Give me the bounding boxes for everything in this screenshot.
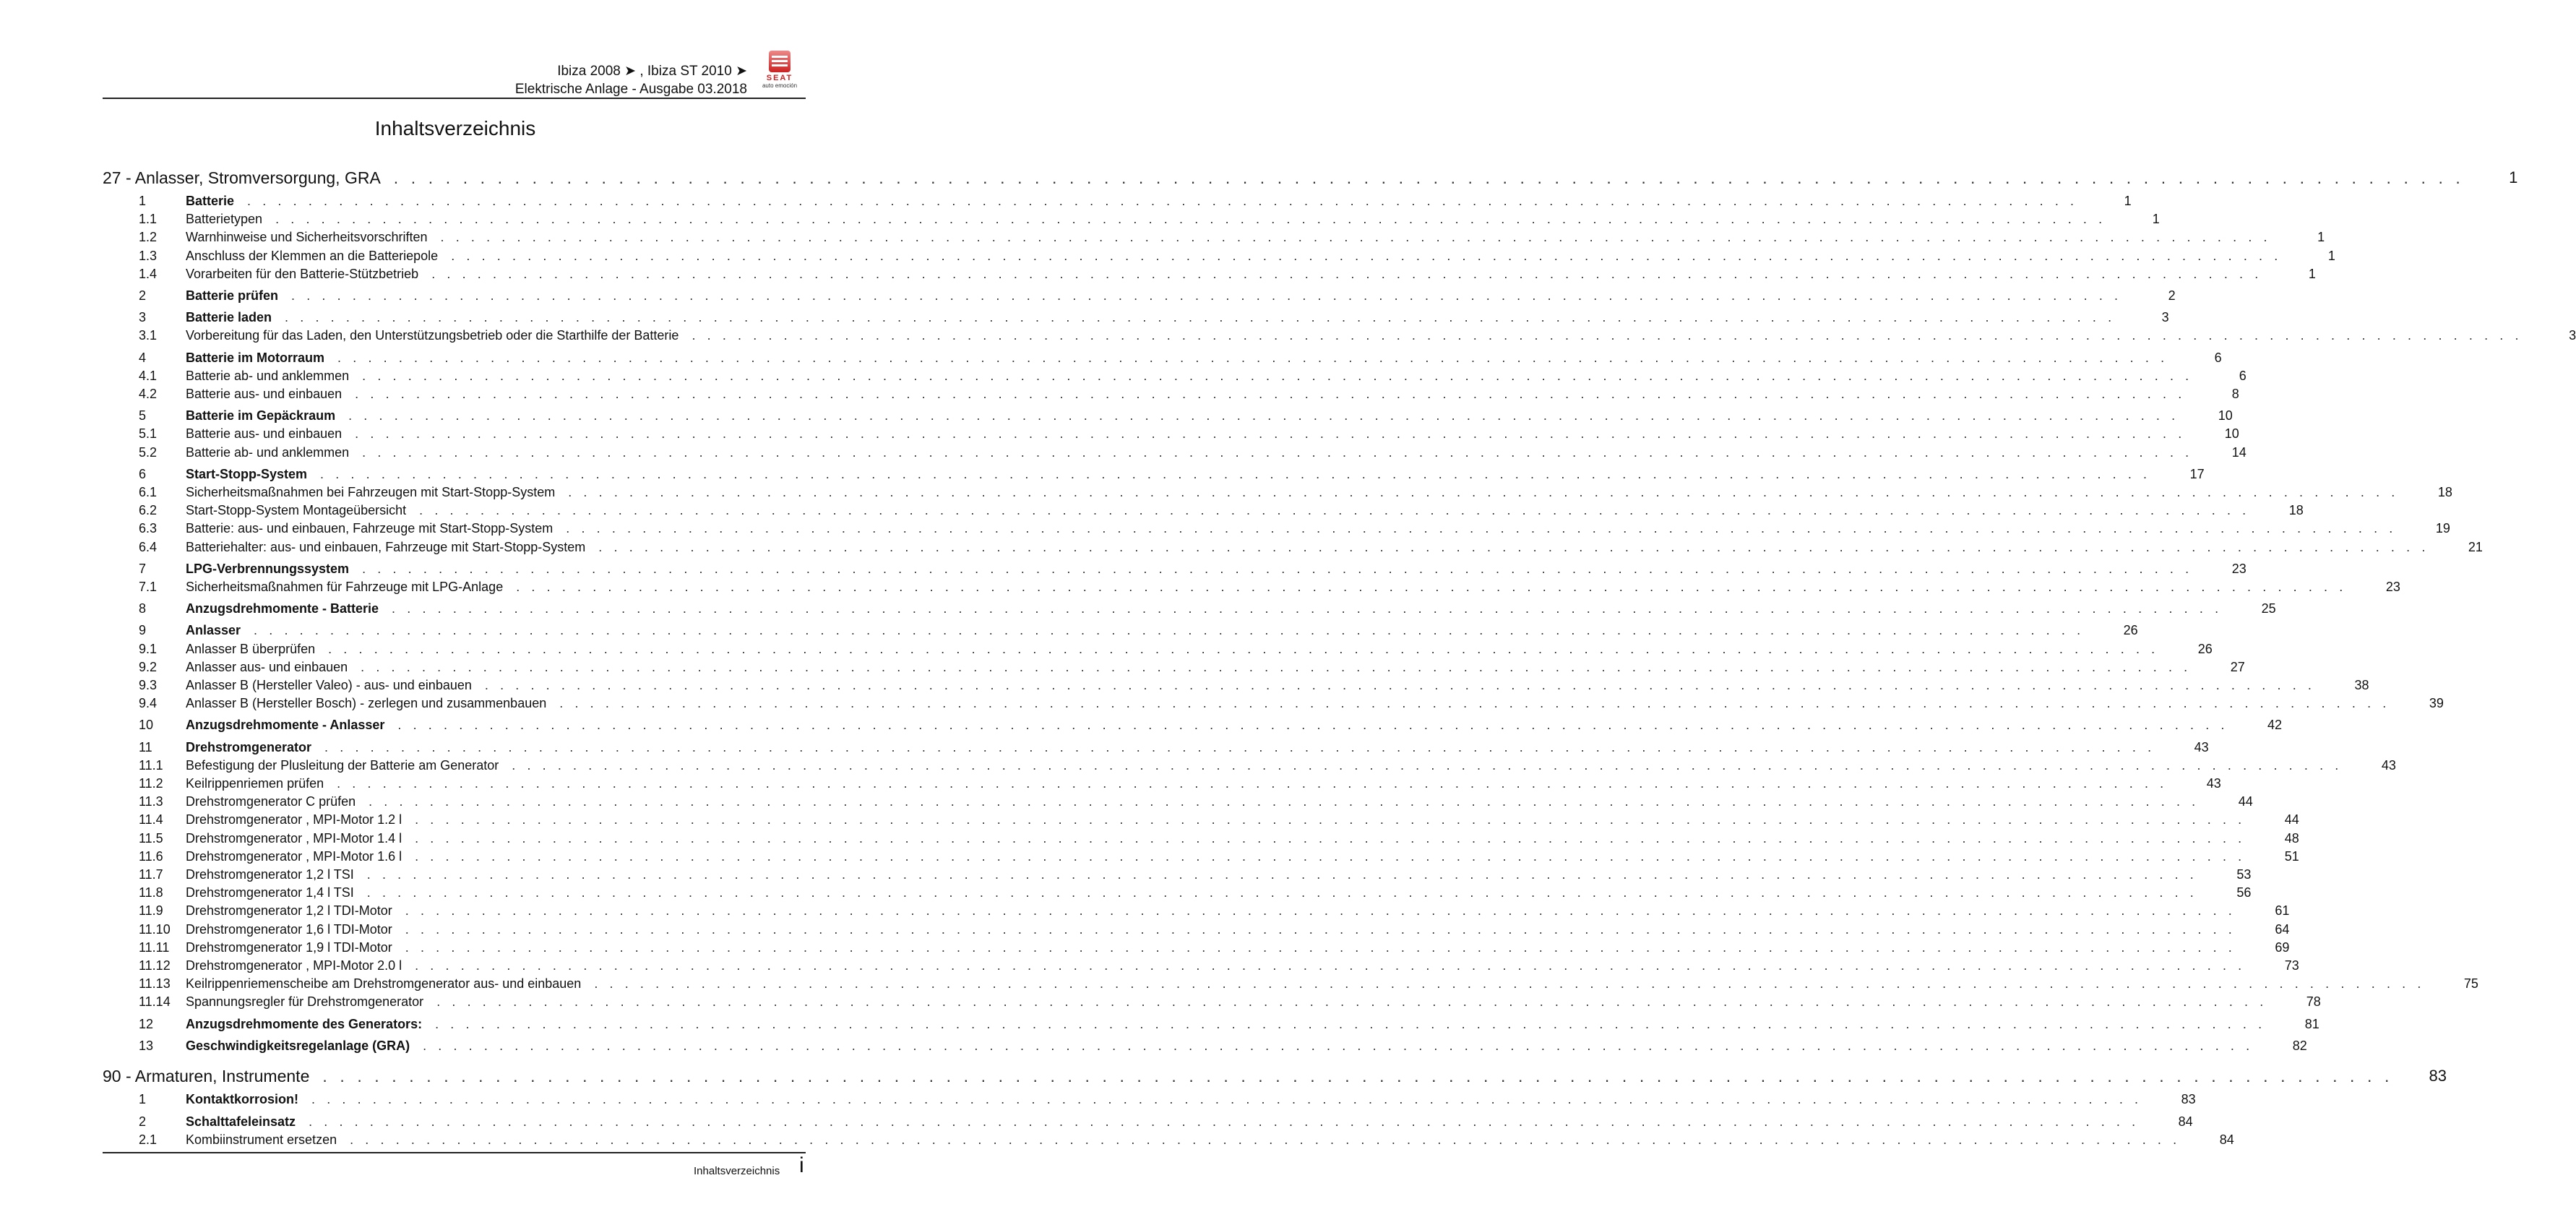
toc-entry-title: Drehstromgenerator 1,4 l TSI bbox=[186, 885, 354, 900]
toc-entry-page: 23 bbox=[2385, 580, 2400, 594]
header-divider bbox=[103, 98, 806, 99]
toc-entry-title: Start-Stopp-System bbox=[186, 466, 308, 481]
toc-entry-title: Drehstromgenerator , MPI-Motor 1.2 l bbox=[186, 812, 402, 827]
toc-leader-dots: . . . . . . . . . . . . . . . . . . . . . . . . . . . . . . . . . . . . . . . . . . . . . . . . . . . . . . . . . . . . . . . . . . . . . . . . . . . . . . . . . . . . . . . . . . . . . . . . . . . . . . . . . . . . . . . . . . . . . . . . bbox=[362, 368, 2193, 383]
toc-entry-title: Batterie laden bbox=[186, 310, 272, 325]
toc-entry-page: 61 bbox=[2275, 903, 2290, 919]
toc-entry-page: 10 bbox=[2218, 408, 2233, 423]
toc-entry-number: 11.10 bbox=[139, 921, 171, 937]
toc-entry-page: 39 bbox=[2429, 696, 2444, 711]
footer-page-number: i bbox=[799, 1153, 804, 1177]
toc-entry-page: 27 bbox=[2230, 659, 2245, 674]
toc-entry-number: 1 bbox=[139, 1092, 147, 1107]
toc-entry[interactable] bbox=[103, 538, 2483, 556]
toc-entry-number: 1.1 bbox=[139, 212, 158, 227]
toc-entry[interactable] bbox=[103, 938, 2290, 957]
toc-entry-title: Batterie bbox=[186, 194, 235, 208]
toc-leader-dots: . . . . . . . . . . . . . . . . . . . . . . . . . . . . . . . . . . . . . . . . . . . . . . . . . . . . . . . . . . . . . . . . . . . . . . . . . . . . . . . . . . . . . . . . . . . . . . . . . . . . . . . . . . . . . . . . . . . . . . . . bbox=[405, 903, 2236, 919]
toc-leader-dots: . . . . . . . . . . . . . . . . . . . . . . . . . . . . . . . . . . . . . . . . . . . . . . . . . . . . . . . . . . . . . . . . . . . . . . . . . . . . . . . . . . . . . . . . . . . . . . . . . . . . . . . . . . . . . . . . . . . . . . . . bbox=[516, 580, 2347, 594]
toc-entry-title: Batterie im Gepäckraum bbox=[186, 408, 336, 423]
toc-leader-dots: . . . . . . . . . . . . . . . . . . . . . . . . . . . . . . . . . . . . . . . . . . . . . . . . . . . . . . . . . . . . . . . . . . . . . . . . . . . . . . . . . . . . . . . . . . . . . . . . . . . . . . . . . . . . . . . . . . . . . . . . bbox=[598, 539, 2429, 554]
toc-entry-number: 5 bbox=[139, 408, 147, 423]
toc-entry-page: 1 bbox=[2152, 212, 2160, 227]
toc-entry[interactable] bbox=[103, 920, 2290, 939]
toc-entry-number: 3 bbox=[139, 310, 147, 325]
toc-entry[interactable] bbox=[103, 407, 2233, 426]
toc-entry-page: 1 bbox=[2509, 168, 2518, 186]
toc-entry-page: 6 bbox=[2214, 350, 2222, 365]
toc-leader-dots: . . . . . . . . . . . . . . . . . . . . . . . . . . . . . . . . . . . . . . . . . . . . . . . . . . . . . . . . . . . . . . . . . . . . . . . . . . . . . . . . . . . . . . . . . . . . . . . . . . . . . . . . . . . . . . . . . . . . . . . . bbox=[355, 426, 2186, 442]
toc-entry-title: Anschluss der Klemmen an die Batteriepole bbox=[186, 248, 439, 263]
toc-entry[interactable] bbox=[103, 716, 2283, 735]
toc-entry-number: 11.7 bbox=[139, 867, 163, 882]
toc-entry-page: 3 bbox=[2161, 310, 2169, 325]
toc-entry-page: 6 bbox=[2239, 368, 2247, 383]
toc-entry-page: 38 bbox=[2354, 678, 2369, 692]
toc-leader-dots: . . . . . . . . . . . . . . . . . . . . . . . . . . . . . . . . . . . . . . . . . . . . . . . . . . . . . . . . . . . . . . . . . . . . . . . . . . . . . . . . . . . . . . . . . . . . . . . . . . . . . . . . . . . . . . . . . . . . . . . . bbox=[405, 921, 2236, 937]
toc-entry-number: 2.1 bbox=[139, 1132, 158, 1147]
toc-leader-dots: . . . . . . . . . . . . . . . . . . . . . . . . . . . . . . . . . . . . . . . . . . . . . . . . . . . . . . . . . . . . . . . . . . . . . . . . . . . . . . . . . . . . . . . . . . . . . . . . . . . . . . . . . . . . . . . . . . . . . . . . bbox=[435, 1016, 2266, 1031]
toc-leader-dots: . . . . . . . . . . . . . . . . . . . . . . . . . . . . . . . . . . . . . . . . . . . . . . . . . . . . . . . . . . . . . . . . . . . . . . . . . . . . . . . . . . . . . . . . . . . . . . . . . . . . . . . . . . . . . . . . . . . . . . . . bbox=[436, 994, 2267, 1010]
toc-entry[interactable] bbox=[103, 640, 2213, 658]
toc-entry[interactable] bbox=[103, 975, 2478, 994]
toc-entry-title: Anlasser B (Hersteller Valeo) - aus- und einbauen bbox=[186, 678, 472, 692]
toc-entry-title: Anlasser B (Hersteller Bosch) - zerlegen und zusammenbauen bbox=[186, 696, 547, 711]
toc-entry[interactable] bbox=[103, 658, 2245, 676]
toc-entry[interactable] bbox=[103, 694, 2444, 713]
toc-entry-title: Spannungsregler für Drehstromgenerator bbox=[186, 994, 424, 1010]
toc-entry-number: 9.2 bbox=[139, 659, 158, 674]
toc-entry-title: Drehstromgenerator 1,6 l TDI-Motor bbox=[186, 921, 392, 937]
toc-entry-title: Batterie im Motorraum bbox=[186, 350, 325, 365]
toc-entry-number: 11.13 bbox=[139, 976, 171, 992]
toc-entry-page: 81 bbox=[2304, 1016, 2319, 1031]
toc-entry-page: 69 bbox=[2275, 939, 2290, 955]
toc-entry-number: 1.4 bbox=[139, 266, 158, 281]
toc-entry-number: 11.1 bbox=[139, 757, 163, 773]
toc-entry-number: 5.1 bbox=[139, 426, 158, 442]
toc-entry-number: 5.2 bbox=[139, 444, 158, 460]
toc-entry[interactable] bbox=[103, 829, 2299, 848]
toc-entry-page: 43 bbox=[2206, 776, 2221, 791]
toc-leader-dots: . . . . . . . . . . . . . . . . . . . . . . . . . . . . . . . . . . . . . . . . . . . . . . . . . . . . . . . . . . . . . . . . . . . . . . . . . . . . . . . . . . . . . . . . . . . . . . . . . . . . . . . . . . . . . . . . . . . . . . . . bbox=[431, 266, 2262, 281]
toc-entry[interactable] bbox=[103, 847, 2299, 866]
toc-leader-dots: . . . . . . . . . . . . . . . . . . . . . . . . . . . . . . . . . . . . . . . . . . . . . . . . . . . . . . . . . . . . . . . . . . . . . . . . . . . . . . . . . . . . . . . . . . . . . . . . . . . . . . . . . . . . . . . . . . . . . . . . bbox=[512, 757, 2343, 773]
toc-entry-title: Sicherheitsmaßnahmen bei Fahrzeugen mit Start-Stopp-System bbox=[186, 485, 556, 499]
toc-entry-number: 3.1 bbox=[139, 328, 158, 343]
toc-entry-page: 44 bbox=[2238, 794, 2253, 809]
toc-entry-page: 48 bbox=[2284, 830, 2299, 846]
toc-entry[interactable] bbox=[103, 502, 2304, 520]
toc-entry-page: 83 bbox=[2181, 1092, 2196, 1107]
toc-entry-page: 26 bbox=[2197, 641, 2213, 656]
toc-entry[interactable] bbox=[103, 884, 2252, 903]
toc-leader-dots: . . . . . . . . . . . . . . . . . . . . . . . . . . . . . . . . . . . . . . . . . . . . . . . . . . . . . . . . . . . . . . . . . . . . . . . . . . . . . . . . . . . . . . . . . . . . . . . . . . . . . . . . . . . . . . . . . . . . . . . . bbox=[484, 678, 2316, 692]
toc-entry[interactable] bbox=[103, 902, 2290, 921]
toc-entry-title: Schalttafeleinsatz bbox=[186, 1114, 296, 1129]
toc-entry[interactable] bbox=[103, 228, 2325, 247]
toc-leader-dots: . . . . . . . . . . . . . . . . . . . . . . . . . . . . . . . . . . . . . . . . . . . . . . . . . . . . . . . . . . . . . . . . . . . . . . . . . . . . . . . . . . . . . . . . . . . . . . . . . . . . . . . . . . . . . . . . . . . . . . . . bbox=[361, 659, 2192, 674]
toc-entry-page: 43 bbox=[2381, 757, 2396, 773]
toc-entry-number: 11.5 bbox=[139, 830, 163, 846]
toc-entry-number: 9 bbox=[139, 623, 147, 638]
toc-entry-title: 90 - Armaturen, Instrumente bbox=[103, 1066, 310, 1085]
toc-entry[interactable] bbox=[103, 246, 2335, 265]
toc-entry[interactable] bbox=[103, 1091, 2196, 1109]
toc-leader-dots: . . . . . . . . . . . . . . . . . . . . . . . . . . . . . . . . . . . . . . . . . . . . . . . . . . . . . . . . . . . . . . . . . . . . . . . . . . . . . . . . . . . . . . . . . . . . . . . . . . . . . . . . . . . . . . . . . . . . . . . . bbox=[362, 444, 2193, 460]
toc-entry-title: Sicherheitsmaßnahmen für Fahrzeuge mit LPG-Anlage bbox=[186, 580, 504, 594]
toc-entry-page: 17 bbox=[2189, 466, 2205, 481]
header-model: Ibiza 2008 ➤ , Ibiza ST 2010 ➤ bbox=[557, 64, 747, 79]
toc-entry-page: 83 bbox=[2429, 1067, 2447, 1085]
toc-leader-dots: . . . . . . . . . . . . . . . . . . . . . . . . . . . . . . . . . . . . . . . . . . . . . . . . . . . . . . . . . . . . . . . . . . . . . . . . . . . . . . . . . . . . . . . . . . . . . . . . . . . . . . . . . . . . . . . . . . . . . . . . bbox=[419, 503, 2250, 518]
toc-entry-page: 1 bbox=[2327, 248, 2335, 263]
toc-entry-number: 13 bbox=[139, 1038, 154, 1053]
toc-entry-number: 6.3 bbox=[139, 521, 158, 536]
toc-leader-dots: . . . . . . . . . . . . . . . . . . . . . . . . . . . . . . . . . . . . . . . . . . . . . . . . . . . . . . . . . . . . . . . . . . . . . . . . . . . . . . . . . . . . . . . . . . . . . . . . . . . . . . . . . . . . . . . . . . . . . . . . bbox=[405, 939, 2236, 955]
toc-entry-page: 10 bbox=[2224, 426, 2239, 442]
toc-entry-title: Anlasser bbox=[186, 623, 241, 638]
toc-leader-dots: . . . . . . . . . . . . . . . . . . . . . . . . . . . . . . . . . . . . . . . . . . . . . . . . . . . . . . . . . . . . . . . . . . . . . . . . . . . . . . . . . . . . . . . . . . . . . . . . . . . . . . . . . . . . . . . . . . . . . . . . bbox=[247, 194, 2078, 208]
toc-entry[interactable] bbox=[103, 775, 2221, 794]
toc-entry-page: 56 bbox=[2236, 885, 2252, 900]
toc-entry-title: Kombiinstrument ersetzen bbox=[186, 1132, 337, 1147]
toc-entry-number: 11 bbox=[139, 739, 152, 754]
toc-entry-title: Drehstromgenerator , MPI-Motor 1.4 l bbox=[186, 830, 402, 846]
toc-entry[interactable] bbox=[103, 192, 2132, 211]
toc-entry-page: 82 bbox=[2292, 1038, 2307, 1053]
toc-entry-number: 11.14 bbox=[139, 994, 171, 1010]
toc-entry-page: 2 bbox=[2168, 288, 2176, 303]
toc-leader-dots: . . . . . . . . . . . . . . . . . . . . . . . . . . . . . . . . . . . . . . . . . . . . . . . . . . . . . . . . . . . . . . . . . . . . . . . . . . . . . . . . . . . . . . . . . . . . . . . . . . . . . . . . . . . . . . . . . . . . . . . . bbox=[392, 601, 2223, 616]
toc-entry[interactable] bbox=[103, 385, 2239, 404]
toc-entry[interactable] bbox=[103, 578, 2400, 597]
toc-entry-number: 8 bbox=[139, 601, 147, 616]
logo-tagline: auto emoción bbox=[762, 82, 798, 89]
toc-leader-dots: . . . . . . . . . . . . . . . . . . . . . . . . . . . . . . . . . . . . . . . . . . . . . . . . . . . . . . . . . . . . . . . . . . . . . . . . . . . . . . . . . . . . . . . . . . . . . . . . . . . . . . . . . . . . . . . . . . . . . . . . bbox=[393, 168, 2465, 187]
page-title: Inhaltsverzeichnis bbox=[374, 117, 536, 139]
toc-entry[interactable] bbox=[103, 309, 2169, 327]
toc-entry[interactable] bbox=[103, 756, 2396, 775]
toc-entry-number: 6.2 bbox=[139, 503, 158, 518]
toc-entry-title: Drehstromgenerator , MPI-Motor 2.0 l bbox=[186, 958, 402, 973]
toc-leader-dots: . . . . . . . . . . . . . . . . . . . . . . . . . . . . . . . . . . . . . . . . . . . . . . . . . . . . . . . . . . . . . . . . . . . . . . . . . . . . . . . . . . . . . . . . . . . . . . . . . . . . . . . . . . . . . . . . . . . . . . . . bbox=[415, 812, 2246, 827]
toc-entry-number: 9.1 bbox=[139, 641, 158, 656]
toc-entry[interactable] bbox=[103, 520, 2450, 538]
toc-leader-dots: . . . . . . . . . . . . . . . . . . . . . . . . . . . . . . . . . . . . . . . . . . . . . . . . . . . . . . . . . . . . . . . . . . . . . . . . . . . . . . . . . . . . . . . . . . . . . . . . . . . . . . . . . . . . . . . . . . . . . . . . bbox=[291, 288, 2122, 303]
toc-entry-page: 3 bbox=[2569, 328, 2576, 343]
toc-entry-number: 11.4 bbox=[139, 812, 163, 827]
toc-entry-number: 11.12 bbox=[139, 958, 171, 973]
toc-entry[interactable] bbox=[103, 265, 2316, 283]
toc-entry-title: Befestigung der Plusleitung der Batterie am Generator bbox=[186, 757, 499, 773]
toc-entry-page: 23 bbox=[2231, 561, 2247, 576]
toc-entry-number: 2 bbox=[139, 1114, 147, 1129]
toc-leader-dots: . . . . . . . . . . . . . . . . . . . . . . . . . . . . . . . . . . . . . . . . . . . . . . . . . . . . . . . . . . . . . . . . . . . . . . . . . . . . . . . . . . . . . . . . . . . . . . . . . . . . . . . . . . . . . . . . . . . . . . . . bbox=[415, 830, 2246, 846]
toc-entry-title: Kontaktkorrosion! bbox=[186, 1092, 299, 1107]
toc-leader-dots: . . . . . . . . . . . . . . . . . . . . . . . . . . . . . . . . . . . . . . . . . . . . . . . . . . . . . . . . . . . . . . . . . . . . . . . . . . . . . . . . . . . . . . . . . . . . . . . . . . . . . . . . . . . . . . . . . . . . . . . . bbox=[350, 1132, 2181, 1147]
toc-entry[interactable] bbox=[103, 1036, 2307, 1055]
toc-entry-title: Drehstromgenerator 1,2 l TDI-Motor bbox=[186, 903, 392, 919]
toc-entry[interactable] bbox=[103, 993, 2321, 1012]
toc-entry-title: Anlasser aus- und einbauen bbox=[186, 659, 348, 674]
toc-entry-title: Anzugsdrehmomente des Generators: bbox=[186, 1016, 423, 1031]
toc-entry-title: Warnhinweise und Sicherheitsvorschriften bbox=[186, 230, 428, 245]
toc-entry-title: Batterie ab- und anklemmen bbox=[186, 444, 350, 460]
toc-entry-number: 4.2 bbox=[139, 387, 158, 401]
toc-entry-page: 84 bbox=[2178, 1114, 2193, 1129]
toc-entry-number: 2 bbox=[139, 288, 147, 303]
toc-entry-page: 25 bbox=[2261, 601, 2276, 616]
toc-entry-page: 19 bbox=[2435, 521, 2450, 536]
toc-entry-title: Batterie aus- und einbauen bbox=[186, 426, 343, 442]
toc-leader-dots: . . . . . . . . . . . . . . . . . . . . . . . . . . . . . . . . . . . . . . . . . . . . . . . . . . . . . . . . . . . . . . . . . . . . . . . . . . . . . . . . . . . . . . . . . . . . . . . . . . . . . . . . . . . . . . . . . . . . . . . . bbox=[366, 885, 2198, 900]
toc-entry-page: 18 bbox=[2437, 485, 2452, 499]
toc-entry-number: 11.8 bbox=[139, 885, 163, 900]
toc-entry[interactable] bbox=[103, 676, 2369, 695]
toc-entry-page: 1 bbox=[2308, 266, 2316, 281]
toc-leader-dots: . . . . . . . . . . . . . . . . . . . . . . . . . . . . . . . . . . . . . . . . . . . . . . . . . . . . . . . . . . . . . . . . . . . . . . . . . . . . . . . . . . . . . . . . . . . . . . . . . . . . . . . . . . . . . . . . . . . . . . . . bbox=[324, 739, 2155, 754]
toc-entry-page: 75 bbox=[2463, 976, 2478, 992]
footer-label: Inhaltsverzeichnis bbox=[694, 1165, 780, 1177]
toc-entry-title: Anlasser B überprüfen bbox=[186, 641, 316, 656]
toc-entry-number: 7.1 bbox=[139, 580, 158, 594]
toc-leader-dots: . . . . . . . . . . . . . . . . . . . . . . . . . . . . . . . . . . . . . . . . . . . . . . . . . . . . . . . . . . . . . . . . . . . . . . . . . . . . . . . . . . . . . . . . . . . . . . . . . . . . . . . . . . . . . . . . . . . . . . . . bbox=[594, 976, 2425, 992]
toc-leader-dots: . . . . . . . . . . . . . . . . . . . . . . . . . . . . . . . . . . . . . . . . . . . . . . . . . . . . . . . . . . . . . . . . . . . . . . . . . . . . . . . . . . . . . . . . . . . . . . . . . . . . . . . . . . . . . . . . . . . . . . . . bbox=[362, 561, 2193, 576]
toc-entry-title: Batterie aus- und einbauen bbox=[186, 387, 343, 401]
toc-entry-number: 4.1 bbox=[139, 368, 158, 383]
toc-leader-dots: . . . . . . . . . . . . . . . . . . . . . . . . . . . . . . . . . . . . . . . . . . . . . . . . . . . . . . . . . . . . . . . . . . . . . . . . . . . . . . . . . . . . . . . . . . . . . . . . . . . . . . . . . . . . . . . . . . . . . . . . bbox=[451, 248, 2282, 263]
toc-leader-dots: . . . . . . . . . . . . . . . . . . . . . . . . . . . . . . . . . . . . . . . . . . . . . . . . . . . . . . . . . . . . . . . . . . . . . . . . . . . . . . . . . . . . . . . . . . . . . . . . . . . . . . . . . . . . . . . . . . . . . . . . bbox=[423, 1038, 2254, 1053]
toc-leader-dots: . . . . . . . . . . . . . . . . . . . . . . . . . . . . . . . . . . . . . . . . . . . . . . . . . . . . . . . . . . . . . . . . . . . . . . . . . . . . . . . . . . . . . . . . . . . . . . . . . . . . . . . . . . . . . . . . . . . . . . . . bbox=[366, 867, 2198, 882]
toc-entry-page: 53 bbox=[2236, 867, 2252, 882]
toc-entry-number: 6.4 bbox=[139, 539, 158, 554]
toc-entry-page: 1 bbox=[2124, 194, 2132, 208]
toc-entry-title: Drehstromgenerator , MPI-Motor 1.6 l bbox=[186, 848, 402, 864]
toc-entry-title: Drehstromgenerator bbox=[186, 739, 312, 754]
toc-entry-page: 42 bbox=[2267, 718, 2283, 733]
toc-entry-number: 6 bbox=[139, 466, 147, 481]
toc-entry[interactable] bbox=[103, 957, 2299, 976]
header-edition: Elektrische Anlage - Ausgabe 03.2018 bbox=[514, 82, 747, 97]
toc-entry[interactable] bbox=[103, 866, 2252, 885]
toc-entry-number: 4 bbox=[139, 350, 147, 365]
toc-entry-title: Drehstromgenerator C prüfen bbox=[186, 794, 356, 809]
toc-entry[interactable] bbox=[103, 210, 2160, 229]
toc-leader-dots: . . . . . . . . . . . . . . . . . . . . . . . . . . . . . . . . . . . . . . . . . . . . . . . . . . . . . . . . . . . . . . . . . . . . . . . . . . . . . . . . . . . . . . . . . . . . . . . . . . . . . . . . . . . . . . . . . . . . . . . . bbox=[337, 350, 2168, 365]
toc-entry[interactable] bbox=[103, 622, 2138, 640]
toc-leader-dots: . . . . . . . . . . . . . . . . . . . . . . . . . . . . . . . . . . . . . . . . . . . . . . . . . . . . . . . . . . . . . . . . . . . . . . . . . . . . . . . . . . . . . . . . . . . . . . . . . . . . . . . . . . . . . . . . . . . . . . . . bbox=[397, 718, 2229, 733]
toc-entry-page: 73 bbox=[2284, 958, 2299, 973]
toc-entry-number: 9.4 bbox=[139, 696, 158, 711]
toc-entry[interactable] bbox=[103, 600, 2276, 619]
toc-leader-dots: . . . . . . . . . . . . . . . . . . . . . . . . . . . . . . . . . . . . . . . . . . . . . . . . . . . . . . . . . . . . . . . . . . . . . . . . . . . . . . . . . . . . . . . . . . . . . . . . . . . . . . . . . . . . . . . . . . . . . . . . bbox=[692, 328, 2523, 343]
toc-entry-page: 44 bbox=[2284, 812, 2299, 827]
toc-entry[interactable] bbox=[103, 1015, 2319, 1033]
toc-entry-number: 11.6 bbox=[139, 848, 163, 864]
toc-entry-page: 1 bbox=[2317, 230, 2325, 245]
toc-leader-dots: . . . . . . . . . . . . . . . . . . . . . . . . . . . . . . . . . . . . . . . . . . . . . . . . . . . . . . . . . . . . . . . . . . . . . . . . . . . . . . . . . . . . . . . . . . . . . . . . . . . . . . . . . . . . . . . . . . . . . . . . bbox=[309, 1114, 2140, 1129]
seat-logo-icon bbox=[769, 51, 791, 72]
toc-leader-dots: . . . . . . . . . . . . . . . . . . . . . . . . . . . . . . . . . . . . . . . . . . . . . . . . . . . . . . . . . . . . . . . . . . . . . . . . . . . . . . . . . . . . . . . . . . . . . . . . . . . . . . . . . . . . . . . . . . . . . . . . bbox=[337, 776, 2168, 791]
toc-entry-title: LPG-Verbrennungssystem bbox=[186, 561, 350, 576]
toc-entry-number: 1 bbox=[139, 194, 147, 208]
toc-entry-title: Batterie prüfen bbox=[186, 288, 279, 303]
toc-leader-dots: . . . . . . . . . . . . . . . . . . . . . . . . . . . . . . . . . . . . . . . . . . . . . . . . . . . . . . . . . . . . . . . . . . . . . . . . . . . . . . . . . . . . . . . . . . . . . . . . . . . . . . . . . . . . . . . . . . . . . . . . bbox=[369, 794, 2200, 809]
footer-divider bbox=[103, 1152, 806, 1153]
toc-leader-dots: . . . . . . . . . . . . . . . . . . . . . . . . . . . . . . . . . . . . . . . . . . . . . . . . . . . . . . . . . . . . . . . . . . . . . . . . . . . . . . . . . . . . . . . . . . . . . . . . . . . . . . . . . . . . . . . . . . . . . . . . bbox=[355, 387, 2186, 401]
toc-entry[interactable] bbox=[103, 559, 2247, 578]
toc-entry-title: Anzugsdrehmomente - Batterie bbox=[186, 601, 379, 616]
toc-entry-page: 43 bbox=[2194, 739, 2209, 754]
toc-entry-title: Keilrippenriemenscheibe am Drehstromgenerator aus- und einbauen bbox=[186, 976, 582, 992]
toc-entry-title: Batterie ab- und anklemmen bbox=[186, 368, 350, 383]
toc-leader-dots: . . . . . . . . . . . . . . . . . . . . . . . . . . . . . . . . . . . . . . . . . . . . . . . . . . . . . . . . . . . . . . . . . . . . . . . . . . . . . . . . . . . . . . . . . . . . . . . . . . . . . . . . . . . . . . . . . . . . . . . . bbox=[568, 485, 2399, 499]
toc-entry-title: 27 - Anlasser, Stromversorgung, GRA bbox=[103, 168, 381, 187]
toc-leader-dots: . . . . . . . . . . . . . . . . . . . . . . . . . . . . . . . . . . . . . . . . . . . . . . . . . . . . . . . . . . . . . . . . . . . . . . . . . . . . . . . . . . . . . . . . . . . . . . . . . . . . . . . . . . . . . . . . . . . . . . . . bbox=[285, 310, 2116, 325]
toc-entry-number: 1.3 bbox=[139, 248, 158, 263]
toc-entry-page: 8 bbox=[2231, 387, 2239, 401]
toc-entry-page: 18 bbox=[2288, 503, 2304, 518]
seat-logo bbox=[754, 51, 806, 89]
toc-leader-dots: . . . . . . . . . . . . . . . . . . . . . . . . . . . . . . . . . . . . . . . . . . . . . . . . . . . . . . . . . . . . . . . . . . . . . . . . . . . . . . . . . . . . . . . . . . . . . . . . . . . . . . . . . . . . . . . . . . . . . . . . bbox=[254, 623, 2085, 638]
toc-leader-dots: . . . . . . . . . . . . . . . . . . . . . . . . . . . . . . . . . . . . . . . . . . . . . . . . . . . . . . . . . . . . . . . . . . . . . . . . . . . . . . . . . . . . . . . . . . . . . . . . . . . . . . . . . . . . . . . . . . . . . . . . bbox=[275, 212, 2106, 227]
toc-entry[interactable] bbox=[103, 811, 2299, 830]
toc-entry[interactable] bbox=[103, 327, 2576, 345]
toc-entry-title: Drehstromgenerator 1,2 l TSI bbox=[186, 867, 354, 882]
toc-entry-number: 11.11 bbox=[139, 939, 170, 955]
toc-entry-title: Anzugsdrehmomente - Anlasser bbox=[186, 718, 385, 733]
toc-entry-title: Keilrippenriemen prüfen bbox=[186, 776, 324, 791]
toc-entry[interactable] bbox=[103, 465, 2205, 483]
toc-entry-page: 84 bbox=[2219, 1132, 2234, 1147]
toc-entry-number: 6.1 bbox=[139, 485, 158, 499]
toc-leader-dots: . . . . . . . . . . . . . . . . . . . . . . . . . . . . . . . . . . . . . . . . . . . . . . . . . . . . . . . . . . . . . . . . . . . . . . . . . . . . . . . . . . . . . . . . . . . . . . . . . . . . . . . . . . . . . . . . . . . . . . . . bbox=[320, 466, 2151, 481]
toc-leader-dots: . . . . . . . . . . . . . . . . . . . . . . . . . . . . . . . . . . . . . . . . . . . . . . . . . . . . . . . . . . . . . . . . . . . . . . . . . . . . . . . . . . . . . . . . . . . . . . . . . . . . . . . . . . . . . . . . . . . . . . . . bbox=[415, 958, 2246, 973]
toc-entry-page: 64 bbox=[2275, 921, 2290, 937]
toc-entry-page: 51 bbox=[2284, 848, 2299, 864]
toc-leader-dots: . . . . . . . . . . . . . . . . . . . . . . . . . . . . . . . . . . . . . . . . . . . . . . . . . . . . . . . . . . . . . . . . . . . . . . . . . . . . . . . . . . . . . . . . . . . . . . . . . . . . . . . . . . . . . . . . . . . . . . . . bbox=[415, 848, 2246, 864]
toc-entry[interactable] bbox=[103, 348, 2222, 367]
toc-entry-number: 11.2 bbox=[139, 776, 163, 791]
toc-entry-title: Drehstromgenerator 1,9 l TDI-Motor bbox=[186, 939, 392, 955]
toc-entry-page: 26 bbox=[2123, 623, 2138, 638]
toc-entry-title: Vorarbeiten für den Batterie-Stützbetrieb bbox=[186, 266, 419, 281]
toc-entry-page: 14 bbox=[2231, 444, 2247, 460]
toc-entry-title: Geschwindigkeitsregelanlage (GRA) bbox=[186, 1038, 410, 1053]
toc-entry-number: 7 bbox=[139, 561, 147, 576]
toc-entry-title: Batterietypen bbox=[186, 212, 263, 227]
logo-brand: SEAT bbox=[766, 74, 793, 82]
toc-entry-number: 1.2 bbox=[139, 230, 158, 245]
toc-entry[interactable] bbox=[103, 738, 2209, 757]
toc-chapter[interactable] bbox=[103, 1065, 2447, 1087]
toc-entry[interactable] bbox=[103, 287, 2176, 306]
toc-entry[interactable] bbox=[103, 1130, 2234, 1149]
toc-leader-dots: . . . . . . . . . . . . . . . . . . . . . . . . . . . . . . . . . . . . . . . . . . . . . . . . . . . . . . . . . . . . . . . . . . . . . . . . . . . . . . . . . . . . . . . . . . . . . . . . . . . . . . . . . . . . . . . . . . . . . . . . bbox=[566, 521, 2397, 536]
toc-entry-title: Start-Stopp-System Montageübersicht bbox=[186, 503, 407, 518]
toc-leader-dots: . . . . . . . . . . . . . . . . . . . . . . . . . . . . . . . . . . . . . . . . . . . . . . . . . . . . . . . . . . . . . . . . . . . . . . . . . . . . . . . . . . . . . . . . . . . . . . . . . . . . . . . . . . . . . . . . . . . . . . . . bbox=[311, 1092, 2142, 1107]
toc-entry-number: 10 bbox=[139, 718, 154, 733]
toc-leader-dots: . . . . . . . . . . . . . . . . . . . . . . . . . . . . . . . . . . . . . . . . . . . . . . . . . . . . . . . . . . . . . . . . . . . . . . . . . . . . . . . . . . . . . . . . . . . . . . . . . . . . . . . . . . . . . . . . . . . . . . . . bbox=[322, 1066, 2393, 1085]
toc-entry[interactable] bbox=[103, 793, 2253, 812]
toc-entry-number: 12 bbox=[139, 1016, 154, 1031]
toc-entry[interactable] bbox=[103, 483, 2452, 502]
toc-entry-page: 78 bbox=[2306, 994, 2321, 1010]
toc-entry-title: Vorbereitung für das Laden, den Unterstützungsbetrieb oder die Starthilfe der Batterie bbox=[186, 328, 679, 343]
toc-leader-dots: . . . . . . . . . . . . . . . . . . . . . . . . . . . . . . . . . . . . . . . . . . . . . . . . . . . . . . . . . . . . . . . . . . . . . . . . . . . . . . . . . . . . . . . . . . . . . . . . . . . . . . . . . . . . . . . . . . . . . . . . bbox=[328, 641, 2159, 656]
toc-entry[interactable] bbox=[103, 1112, 2193, 1131]
toc-entry[interactable] bbox=[103, 443, 2247, 462]
toc-chapter[interactable] bbox=[103, 167, 2518, 189]
toc-entry[interactable] bbox=[103, 366, 2247, 385]
toc-entry-number: 11.3 bbox=[139, 794, 163, 809]
toc-entry-number: 9.3 bbox=[139, 678, 158, 692]
toc-leader-dots: . . . . . . . . . . . . . . . . . . . . . . . . . . . . . . . . . . . . . . . . . . . . . . . . . . . . . . . . . . . . . . . . . . . . . . . . . . . . . . . . . . . . . . . . . . . . . . . . . . . . . . . . . . . . . . . . . . . . . . . . bbox=[348, 408, 2179, 423]
toc-entry-number: 11.9 bbox=[139, 903, 163, 919]
toc-entry-page: 21 bbox=[2468, 539, 2483, 554]
toc-leader-dots: . . . . . . . . . . . . . . . . . . . . . . . . . . . . . . . . . . . . . . . . . . . . . . . . . . . . . . . . . . . . . . . . . . . . . . . . . . . . . . . . . . . . . . . . . . . . . . . . . . . . . . . . . . . . . . . . . . . . . . . . bbox=[559, 696, 2390, 711]
toc-leader-dots: . . . . . . . . . . . . . . . . . . . . . . . . . . . . . . . . . . . . . . . . . . . . . . . . . . . . . . . . . . . . . . . . . . . . . . . . . . . . . . . . . . . . . . . . . . . . . . . . . . . . . . . . . . . . . . . . . . . . . . . . bbox=[440, 230, 2272, 245]
toc-entry-title: Batteriehalter: aus- und einbauen, Fahrzeuge mit Start-Stopp-System bbox=[186, 539, 586, 554]
toc-entry[interactable] bbox=[103, 425, 2239, 444]
toc-entry-title: Batterie: aus- und einbauen, Fahrzeuge mit Start-Stopp-System bbox=[186, 521, 553, 536]
